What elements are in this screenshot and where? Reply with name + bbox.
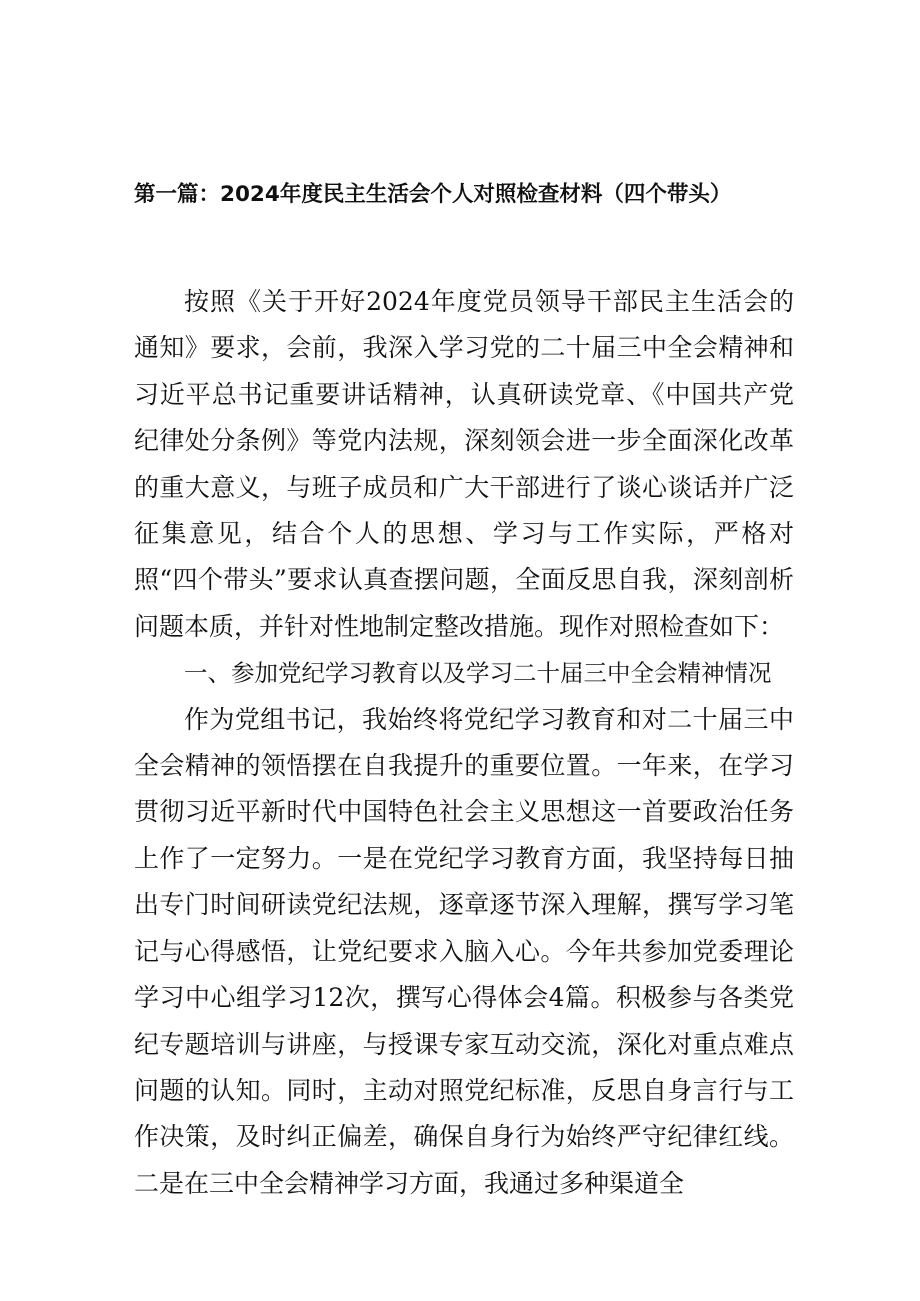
section-paragraph: 作为党组书记，我始终将党纪学习教育和对二十届三中全会精神的领悟摆在自我提升的重要位置。一年来，在学习贯彻习近平新时代中国特色社会主义思想这一首要政治任务上作了一定努力。一是在党纪学习教育方面，我坚持每日抽出专门时间研读党纪法规，逐章逐节深入理解，撰写学习笔记与心得感悟，让党纪要求入脑入心。今年共参加党委理论学习中心组学习12次，撰写心得体会4篇。积极参与各类党纪专题培训与讲座，与授课专家互动交流，深化对重点难点问题的认知。同时，主动对照党纪标准，反思自身言行与工作决策，及时纠正偏差，确保自身行为始终严守纪律红线。二是在三中全会精神学习方面，我通过多种渠道全 [134,704,794,1198]
document-title: 第一篇：2024年度民主生活会个人对照检查材料（四个带头） [134,182,732,207]
section-heading: 一、参加党纪学习教育以及学习二十届三中全会精神情况 [184,659,772,688]
document-body [134,279,794,1207]
intro-paragraph: 按照《关于开好2024年度党员领导干部民主生活会的通知》要求，会前，我深入学习党的二十届三中全会精神和习近平总书记重要讲话精神，认真研读党章、《中国共产党纪律处分条例》等党内法规，深刻领会进一步全面深化改革的重大意义，与班子成员和广大干部进行了谈心谈话并广泛征集意见，结合个人的思想、学习与工作实际，严格对照“四个带头”要求认真查摆问题，全面反思自我，深刻剖析问题本质，并针对性地制定整改措施。现作对照检查如下： [134,287,794,641]
